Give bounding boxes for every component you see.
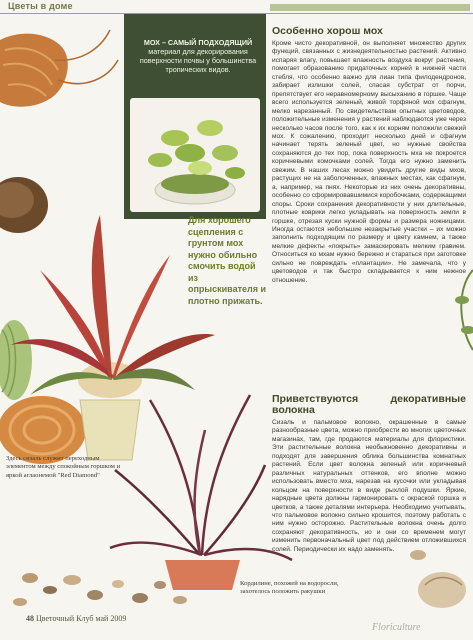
issue-date: май 2009	[95, 614, 127, 623]
moss-plant-icon	[130, 98, 260, 212]
magazine-name: Цветочный Клуб	[36, 614, 94, 623]
pebbles-illustration	[13, 573, 187, 606]
tip-callout: Для хорошего сцепления с грунтом мох нужно обильно смочить водой из опрыскивателя и плотно прижать.	[188, 215, 266, 306]
green-cord-illustration	[0, 320, 32, 400]
article-section-fibers	[272, 394, 466, 554]
section-body: Кроме чисто декоративной, он выполняет множество других функций, связанных с жизнедеятельностью растений. Активно испаряя влагу, повышает влажность воздуха вокруг растения, помогает образованию придаточных корней в нижней части стебля, что особенно важно для лиан типа филодендронов, забирает излишки солей, спасая субстрат от порчи, препятствует его неравномерному высыханию в горшке. Чаще всего используется зеленый, живой торфяной мох сфагнум, мелко нарезанный. По свидетельствам опытных цветоводов, положительные изменения у растений наблюдаются уже через несколько часов после того, как к их корням положили свежий мох. К сожалению, проходит несколько дней и сфагнум начинает терять зеленый цвет, но нужные свойства сохраняются до тех пор, пока поверхность мха не покроется коричневыми комочками солей. Тогда его нужно заменить свежим. В наших лесах можно увидеть другие виды мхов, растущих не на заболоченных, влажных местах, как сфагнум, а, например, на пнях. Некоторые из них очень декоративны, особенно со сформировавшимися коробочками, содержащими споры. Сроки сохранения декоративности у них длительные, плотные коврики легко укладывать на поверхность земли в горшке, отрезая куски нужной формы и размера ножницами. Иногда остаются небольшие незакрытые участки – их можно заполнить подходящим по размеру и цвету камнем, а также мелкие дефекты «покрыть» замаскировать мелким гравием. Относиться ко мхам нужно бережно и стараться при заготовке сильно не повреждать «плантации». Не замечала, что у цветоводов и так быстро складывается к ним нежное отношение.	[272, 40, 466, 284]
raffia-bundle-illustration	[0, 30, 118, 107]
cordyline-plant-illustration	[110, 395, 292, 590]
page-number: 48	[26, 614, 34, 623]
aglaonema-caption: Здесь сизаль служит переходным элементом между спокойным горшком и яркой аглаонемой "Red Diamond"	[6, 455, 121, 479]
section-title: Особенно хорош мох	[272, 25, 383, 37]
page-header	[0, 0, 473, 14]
photo-caption-rest: материал для декорирования поверхности почвы у большинства тропических видов.	[139, 47, 257, 74]
article-section-moss	[272, 26, 466, 285]
watermark: Floriculture	[372, 622, 421, 633]
coconut-fiber-illustration	[0, 177, 48, 233]
cordyline-caption: Кордилине, похожей на водоросли, захотелось положить ракушки	[240, 580, 339, 596]
section-label: Цветы в доме	[8, 1, 73, 11]
photo-caption-bold: МОХ – САМЫЙ ПОДХОДЯЩИЙ	[143, 38, 253, 47]
raffia-coil-illustration	[0, 396, 86, 464]
page-footer	[26, 614, 126, 623]
section-body: Сизаль и пальмовое волокно, окрашенные в самые разнообразные цвета, можно приобрести во многих цветочных магазинах, там, где продаются материалы для флористики. Эти растительные волокна необыкновенно декоративны и подходят для завершения облика большинства комнатных растений. Если цвет волокна зеленый или коричневый различных натуральных оттенков, его вполне можно использовать вместо мха, нарезав на кусочки или укладывая кольцом на поверхности в виде рыхлой подушки. Яркие, нарядные цвета должны гармонировать с окраской горшка и цветков, а также деталями интерьера. Необходимо учитывать, что пальмовое волокно сильно крошится, поэтому работать с ним нужно осторожно. Растительные волокна очень долго сохраняют декоративность, но и они со временем могут изменить первоначальный цвет под действием отложившихся солей. Периодически их надо заменять.	[272, 419, 466, 553]
shells-illustration	[410, 550, 466, 608]
section-title: Приветствуются декоративные волокна	[272, 393, 466, 416]
moss-plant-photo	[130, 98, 260, 212]
header-bar	[270, 4, 470, 11]
photo-caption	[134, 38, 262, 74]
